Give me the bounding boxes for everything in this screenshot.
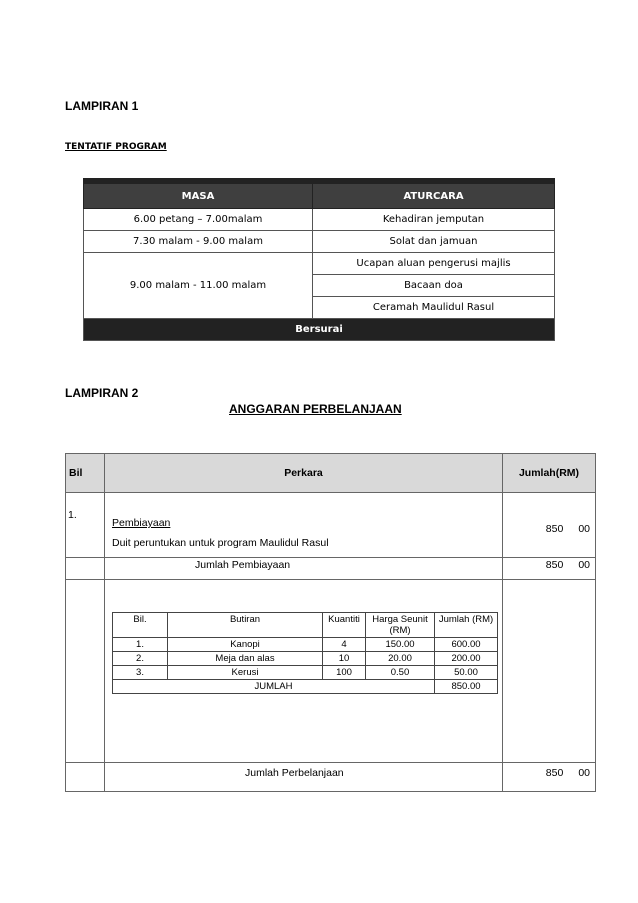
detail-header-kuantiti: Kuantiti bbox=[323, 613, 366, 638]
activity-cell: Kehadiran jemputan bbox=[313, 209, 555, 231]
lampiran2-title: LAMPIRAN 2 bbox=[65, 386, 139, 400]
detail-header-jumlah: Jumlah (RM) bbox=[435, 613, 498, 638]
detail-header-butiran: Butiran bbox=[168, 613, 323, 638]
detail-cell: 100 bbox=[323, 666, 366, 680]
amount-sen: 00 bbox=[578, 559, 590, 571]
detail-total: 850.00 bbox=[435, 680, 498, 694]
table-row bbox=[113, 652, 498, 666]
detail-cell: 10 bbox=[323, 652, 366, 666]
final-label: Jumlah Perbelanjaan bbox=[105, 763, 503, 792]
total-label: Jumlah Pembiayaan bbox=[105, 558, 503, 580]
table-row bbox=[66, 493, 596, 558]
detail-cell: 3. bbox=[113, 666, 168, 680]
table-row bbox=[113, 638, 498, 652]
detail-cell: 600.00 bbox=[435, 638, 498, 652]
lampiran1-title: LAMPIRAN 1 bbox=[65, 99, 139, 113]
activity-cell: Ucapan aluan pengerusi majlis bbox=[313, 253, 555, 275]
detail-cell: Kerusi bbox=[168, 666, 323, 680]
detail-cell: Meja dan alas bbox=[168, 652, 323, 666]
header-bil: Bil bbox=[66, 454, 105, 493]
detail-cell: 150.00 bbox=[366, 638, 435, 652]
table-row bbox=[66, 763, 596, 792]
budget-table bbox=[65, 453, 596, 792]
activity-cell: Ceramah Maulidul Rasul bbox=[313, 297, 555, 319]
detail-cell: 2. bbox=[113, 652, 168, 666]
activity-cell: Solat dan jamuan bbox=[313, 231, 555, 253]
detail-cell: 20.00 bbox=[366, 652, 435, 666]
detail-cell: Kanopi bbox=[168, 638, 323, 652]
time-cell: 9.00 malam - 11.00 malam bbox=[84, 253, 313, 319]
detail-header-harga: Harga Seunit (RM) bbox=[366, 613, 435, 638]
header-masa: MASA bbox=[84, 181, 313, 209]
detail-cell: 4 bbox=[323, 638, 366, 652]
bil-cell: 1. bbox=[66, 493, 105, 558]
row-title: Pembiayaan bbox=[112, 517, 171, 529]
header-perkara: Perkara bbox=[105, 454, 503, 493]
amount-ringgit: 850 bbox=[545, 523, 564, 535]
budget-heading: ANGGARAN PERBELANJAAN bbox=[229, 402, 402, 416]
amount-sen: 00 bbox=[578, 767, 590, 779]
activity-cell: Bacaan doa bbox=[313, 275, 555, 297]
table-row bbox=[84, 209, 555, 231]
time-cell: 7.30 malam - 9.00 malam bbox=[84, 231, 313, 253]
table-row bbox=[66, 580, 596, 763]
tentatif-subtitle: TENTATIF PROGRAM bbox=[65, 142, 167, 152]
time-cell: 6.00 petang – 7.00malam bbox=[84, 209, 313, 231]
detail-cell: 1. bbox=[113, 638, 168, 652]
table-row bbox=[66, 558, 596, 580]
detail-header-bil: Bil. bbox=[113, 613, 168, 638]
table-row bbox=[84, 231, 555, 253]
table-row bbox=[113, 680, 498, 694]
detail-table bbox=[112, 612, 498, 694]
row-desc: Duit peruntukan untuk program Maulidul Rasul bbox=[112, 537, 329, 549]
footer-bersurai: Bersurai bbox=[84, 319, 555, 341]
table-row bbox=[113, 666, 498, 680]
amount-ringgit: 850 bbox=[545, 767, 564, 779]
table-row bbox=[84, 253, 555, 275]
detail-cell: 0.50 bbox=[366, 666, 435, 680]
detail-cell: 50.00 bbox=[435, 666, 498, 680]
header-jumlah: Jumlah(RM) bbox=[503, 454, 596, 493]
detail-header bbox=[113, 613, 498, 638]
detail-total-label: JUMLAH bbox=[113, 680, 435, 694]
amount-ringgit: 850 bbox=[545, 559, 564, 571]
tentatif-table bbox=[83, 178, 555, 341]
amount-sen: 00 bbox=[578, 523, 590, 535]
detail-cell: 200.00 bbox=[435, 652, 498, 666]
header-aturcara: ATURCARA bbox=[313, 181, 555, 209]
